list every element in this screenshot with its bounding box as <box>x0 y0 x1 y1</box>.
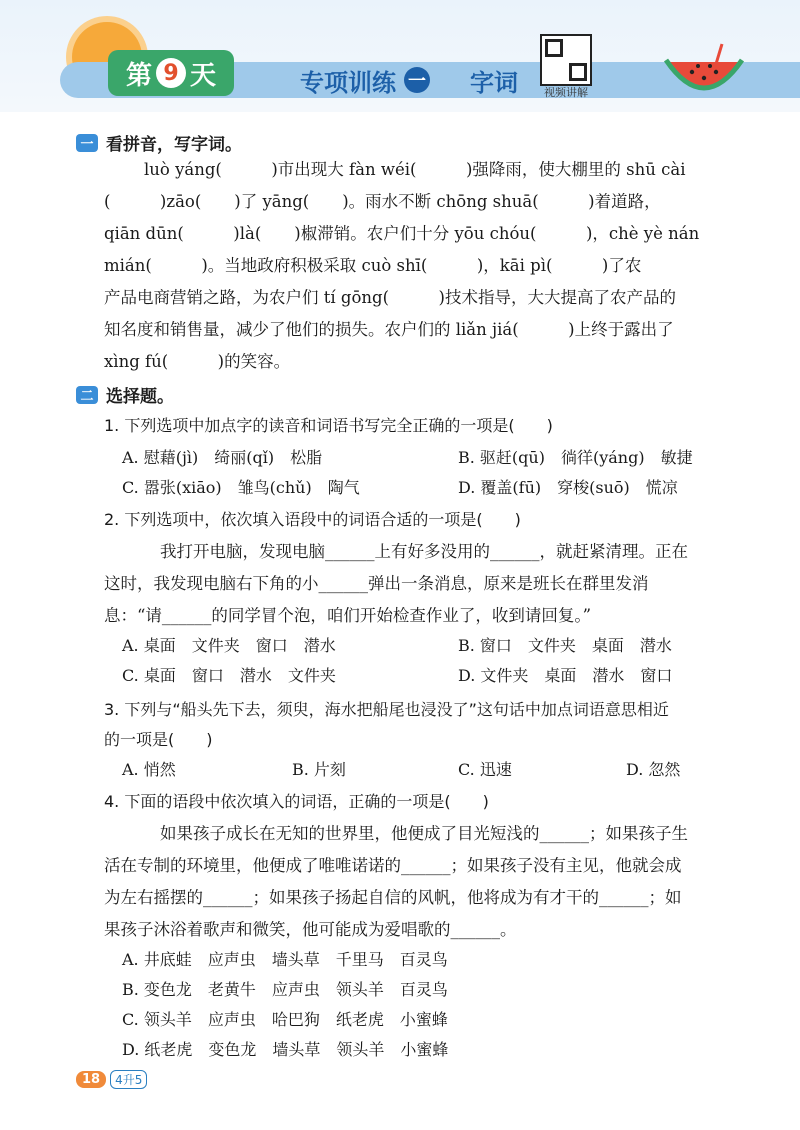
question-2-option-a[interactable]: A. 桌面 文件夹 窗口 潜水 <box>122 636 336 655</box>
question-4-option-b[interactable]: B. 变色龙 老黄牛 应声虫 领头羊 百灵鸟 <box>122 980 448 999</box>
question-4-passage-4: 果孩子沐浴着歌声和微笑，他可能成为爱唱歌的______。 <box>104 920 517 939</box>
question-4-passage-3: 为左右摇摆的______；如果孩子扬起自信的风帆，他将成为有才干的______；如 <box>104 888 682 907</box>
question-1-option-a[interactable]: A. 慰藉(jì) 绮丽(qǐ) 松脂 <box>122 448 323 467</box>
title-subject: 字词 <box>470 68 518 97</box>
section-1-title: 看拼音，写字词。 <box>106 135 242 155</box>
title-number: 一 <box>404 67 430 93</box>
title-text: 专项训练 <box>300 68 396 97</box>
day-number: 9 <box>156 58 186 88</box>
question-1-option-b[interactable]: B. 驱赶(qū) 徜徉(yáng) 敏捷 <box>458 448 693 467</box>
question-1-stem: 1. 下列选项中加点字的读音和词语书写完全正确的一项是( ) <box>104 416 553 435</box>
question-2-option-d[interactable]: D. 文件夹 桌面 潜水 窗口 <box>458 666 673 685</box>
question-1-option-c[interactable]: C. 嚣张(xiāo) 雏鸟(chǔ) 陶气 <box>122 478 360 497</box>
question-4-stem: 4. 下面的语段中依次填入的词语，正确的一项是( ) <box>104 792 489 811</box>
question-2-option-c[interactable]: C. 桌面 窗口 潜水 文件夹 <box>122 666 336 685</box>
day-suffix: 天 <box>190 60 217 91</box>
page-number: 18 <box>76 1071 106 1088</box>
page-footer <box>76 1070 147 1089</box>
question-2-stem: 2. 下列选项中，依次填入语段中的词语合适的一项是( ) <box>104 510 521 529</box>
question-4-option-a[interactable]: A. 井底蛙 应声虫 墙头草 千里马 百灵鸟 <box>122 950 448 969</box>
question-3-stem-2: 的一项是( ) <box>104 730 213 749</box>
question-2-passage-1: 我打开电脑，发现电脑______上有好多没用的______，就赶紧清理。正在 <box>160 542 688 561</box>
question-1-option-d[interactable]: D. 覆盖(fū) 穿梭(suō) 慌凉 <box>458 478 678 497</box>
pinyin-line-2: ( )zāo( )了 yāng( )。雨水不断 chōng shuā( )着道路， <box>104 192 661 211</box>
day-badge <box>108 50 234 96</box>
pinyin-line-4: mián( )。当地政府积极采取 cuò shī( )，kāi pì( )了农 <box>104 256 642 275</box>
qr-code-icon[interactable] <box>540 34 592 86</box>
question-3-stem-1: 3. 下列与“船头先下去，须臾，海水把船尾也浸没了”这句话中加点词语意思相近 <box>104 700 669 719</box>
pinyin-line-7: xìng fú( )的笑容。 <box>104 352 291 371</box>
question-2-passage-3: 息：“请______的同学冒个泡，咱们开始检查作业了，收到请回复。” <box>104 606 592 625</box>
question-3-option-b[interactable]: B. 片刻 <box>292 760 346 779</box>
question-2-option-b[interactable]: B. 窗口 文件夹 桌面 潜水 <box>458 636 672 655</box>
pinyin-line-6: 知名度和销售量，减少了他们的损失。农户们的 liǎn jiá( )上终于露出了 <box>104 320 674 339</box>
page-header <box>0 0 800 112</box>
question-3-option-d[interactable]: D. 忽然 <box>626 760 681 779</box>
pinyin-line-5: 产品电商营销之路，为农户们 tí gōng( )技术指导，大大提高了农产品的 <box>104 288 676 307</box>
question-4-option-d[interactable]: D. 纸老虎 变色龙 墙头草 领头羊 小蜜蜂 <box>122 1040 449 1059</box>
pinyin-line-1: luò yáng( )市出现大 fàn wéi( )强降雨，使大棚里的 shū cài <box>144 160 686 179</box>
question-3-option-c[interactable]: C. 迅速 <box>458 760 512 779</box>
qr-label: 视频讲解 <box>544 86 588 99</box>
section-2-number: 二 <box>76 386 98 404</box>
day-prefix: 第 <box>125 60 152 91</box>
section-1-number: 一 <box>76 134 98 152</box>
section-2-heading <box>76 382 174 407</box>
page-title <box>300 62 518 98</box>
watermelon-icon <box>664 42 744 98</box>
question-3-option-a[interactable]: A. 悄然 <box>122 760 176 779</box>
grade-label: 4升5 <box>110 1070 147 1089</box>
pinyin-line-3: qiān dūn( )là( )椒滞销。农户们十分 yōu chóu( )，chè yè nán <box>104 224 700 243</box>
question-2-passage-2: 这时，我发现电脑右下角的小______弹出一条消息，原来是班长在群里发消 <box>104 574 649 593</box>
question-4-passage-1: 如果孩子成长在无知的世界里，他便成了目光短浅的______；如果孩子生 <box>160 824 688 843</box>
question-4-option-c[interactable]: C. 领头羊 应声虫 哈巴狗 纸老虎 小蜜蜂 <box>122 1010 448 1029</box>
section-1-heading <box>76 130 242 155</box>
question-4-passage-2: 活在专制的环境里，他便成了唯唯诺诺的______；如果孩子没有主见，他就会成 <box>104 856 682 875</box>
section-2-title: 选择题。 <box>106 387 174 407</box>
